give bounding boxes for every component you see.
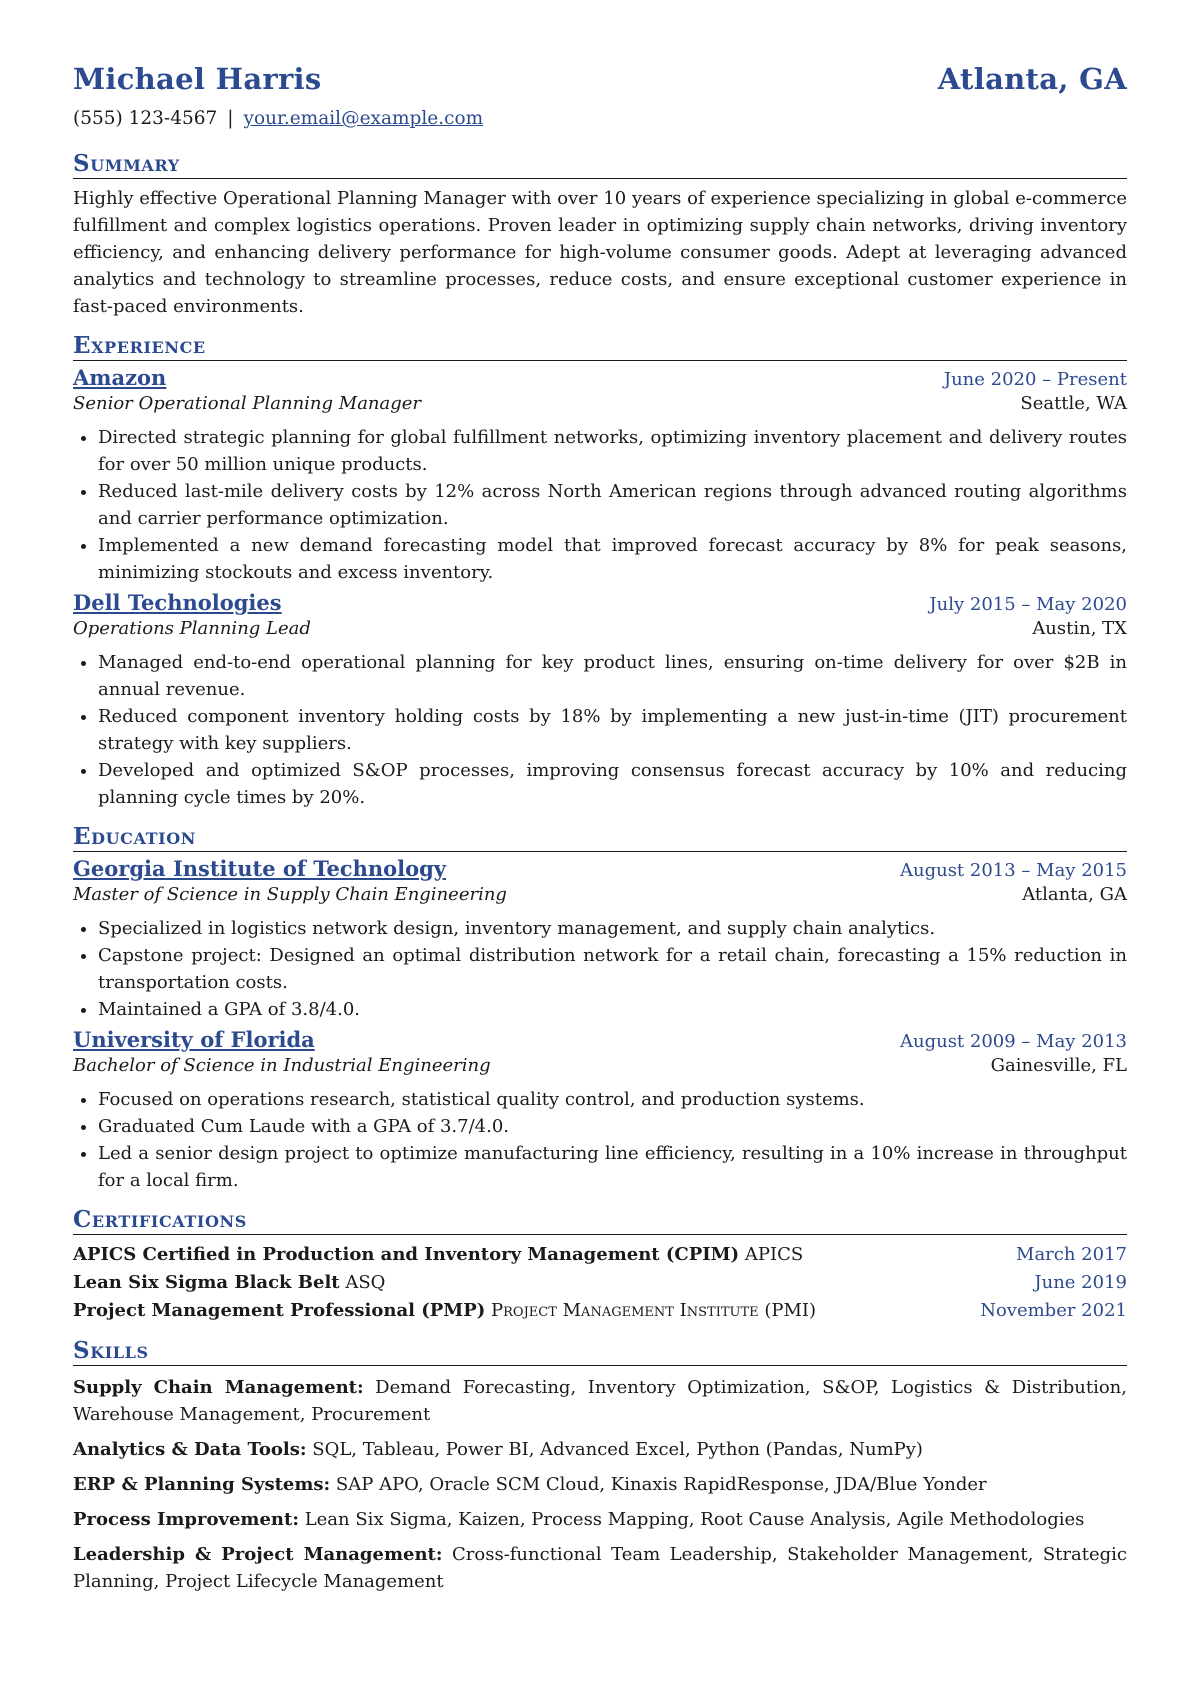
bullet-item: • Capstone project: Designed an optimal distribution network for a retail chain, forecasting a 15% reduction in transportation costs. <box>98 942 1127 996</box>
certification-row <box>73 1297 1127 1325</box>
contact-separator: | <box>227 108 234 129</box>
skill-text: Cross-functional Team Leadership, Stakeholder Management, Strategic Planning, Project Lifecycle Management <box>73 1544 1127 1592</box>
entry-location: Seattle, WA <box>1020 393 1127 414</box>
experience-entry <box>73 590 1127 811</box>
school-name[interactable]: University of Florida <box>73 1027 315 1052</box>
skill-label: Supply Chain Management: <box>73 1377 364 1398</box>
entry-dates: August 2009 – May 2013 <box>899 1031 1127 1052</box>
skill-text: Lean Six Sigma, Kaizen, Process Mapping, Root Cause Analysis, Agile Methodologies <box>304 1509 1085 1530</box>
section-title-education: Education <box>73 823 1127 852</box>
skill-row <box>73 1471 1127 1498</box>
candidate-location: Atlanta, GA <box>937 62 1127 96</box>
company-name[interactable]: Amazon <box>73 365 167 390</box>
bullet-item: • Managed end-to-end operational planning for key product lines, ensuring on-time delivery for over $2B in annual revenue. <box>98 649 1127 703</box>
email-link[interactable]: your.email@example.com <box>243 108 484 129</box>
skills-list <box>73 1374 1127 1595</box>
education-entry <box>73 856 1127 1023</box>
skill-text: Demand Forecasting, Inventory Optimization, S&OP, Logistics & Distribution, Warehouse Management, Procurement <box>73 1377 1127 1425</box>
bullet-item: • Maintained a GPA of 3.8/4.0. <box>98 996 1127 1023</box>
phone-number: (555) 123-4567 <box>73 108 218 129</box>
skill-row <box>73 1541 1127 1595</box>
certification-issuer: Project Management Institute (PMI) <box>491 1300 817 1321</box>
candidate-name: Michael Harris <box>73 62 322 96</box>
bullet-item: • Reduced component inventory holding costs by 18% by implementing a new just-in-time (JIT) procurement strategy with key suppliers. <box>98 703 1127 757</box>
certification-row <box>73 1241 1127 1269</box>
resume-header <box>73 62 1127 106</box>
bullet-list <box>73 1086 1127 1194</box>
degree-title: Master of Science in Supply Chain Engineering <box>73 884 507 905</box>
skill-text: SAP APO, Oracle SCM Cloud, Kinaxis RapidResponse, JDA/Blue Yonder <box>335 1474 987 1495</box>
education-entry <box>73 1027 1127 1194</box>
section-title-summary: Summary <box>73 150 1127 179</box>
entry-dates: June 2020 – Present <box>943 369 1127 390</box>
skill-row <box>73 1506 1127 1533</box>
skill-label: Leadership & Project Management: <box>73 1544 443 1565</box>
bullet-item: • Implemented a new demand forecasting model that improved forecast accuracy by 8% for peak seasons, minimizing stockouts and excess inventory. <box>98 532 1127 586</box>
summary-text: Highly effective Operational Planning Manager with over 10 years of experience specializing in global e-commerce fulfillment and complex logistics operations. Proven leader in optimizing supply chain networks, driving inventory efficiency, and enhancing delivery performance for high-volume consumer goods. Adept at leveraging advanced analytics and technology to streamline processes, reduce costs, and ensure exceptional customer experience in fast-paced environments. <box>73 188 1127 317</box>
section-title-certifications: Certifications <box>73 1206 1127 1235</box>
job-title: Operations Planning Lead <box>73 618 311 639</box>
certification-name: Lean Six Sigma Black Belt <box>73 1272 340 1293</box>
certification-date: June 2019 <box>1034 1272 1127 1293</box>
skill-row <box>73 1436 1127 1463</box>
certification-row <box>73 1269 1127 1297</box>
bullet-item: • Reduced last-mile delivery costs by 12% across North American regions through advanced routing algorithms and carrier performance optimization. <box>98 478 1127 532</box>
experience-entry <box>73 365 1127 586</box>
certification-name: APICS Certified in Production and Inventory Management (CPIM) <box>73 1244 740 1265</box>
skill-label: Analytics & Data Tools: <box>73 1439 307 1460</box>
bullet-list <box>73 915 1127 1023</box>
resume <box>73 62 1127 1595</box>
certification-name: Project Management Professional (PMP) <box>73 1300 486 1321</box>
skill-row <box>73 1374 1127 1428</box>
section-title-skills: Skills <box>73 1337 1127 1366</box>
job-title: Senior Operational Planning Manager <box>73 393 422 414</box>
certification-issuer: APICS <box>744 1244 804 1265</box>
company-name[interactable]: Dell Technologies <box>73 590 282 615</box>
skill-label: ERP & Planning Systems: <box>73 1474 331 1495</box>
bullet-list <box>73 424 1127 586</box>
certification-date: November 2021 <box>980 1300 1127 1321</box>
contact-line <box>73 108 1127 138</box>
skill-text: SQL, Tableau, Power BI, Advanced Excel, Python (Pandas, NumPy) <box>312 1439 923 1460</box>
entry-location: Austin, TX <box>1032 618 1127 639</box>
bullet-item: • Developed and optimized S&OP processes, improving consensus forecast accuracy by 10% and reducing planning cycle times by 20%. <box>98 757 1127 811</box>
entry-location: Gainesville, FL <box>990 1055 1127 1076</box>
bullet-item: • Focused on operations research, statistical quality control, and production systems. <box>98 1086 1127 1113</box>
certification-issuer: ASQ <box>345 1272 386 1293</box>
certification-date: March 2017 <box>1016 1244 1127 1265</box>
school-name[interactable]: Georgia Institute of Technology <box>73 856 447 881</box>
entry-dates: August 2013 – May 2015 <box>899 860 1127 881</box>
section-title-experience: Experience <box>73 332 1127 361</box>
bullet-item: • Graduated Cum Laude with a GPA of 3.7/4.0. <box>98 1113 1127 1140</box>
entry-dates: July 2015 – May 2020 <box>929 594 1127 615</box>
bullet-item: • Specialized in logistics network design, inventory management, and supply chain analytics. <box>98 915 1127 942</box>
skill-label: Process Improvement: <box>73 1509 299 1530</box>
degree-title: Bachelor of Science in Industrial Engineering <box>73 1055 491 1076</box>
entry-location: Atlanta, GA <box>1022 884 1127 905</box>
certification-list <box>73 1241 1127 1325</box>
bullet-item: • Directed strategic planning for global fulfillment networks, optimizing inventory placement and delivery routes for over 50 million unique products. <box>98 424 1127 478</box>
bullet-item: • Led a senior design project to optimize manufacturing line efficiency, resulting in a 10% increase in throughput for a local firm. <box>98 1140 1127 1194</box>
bullet-list <box>73 649 1127 811</box>
